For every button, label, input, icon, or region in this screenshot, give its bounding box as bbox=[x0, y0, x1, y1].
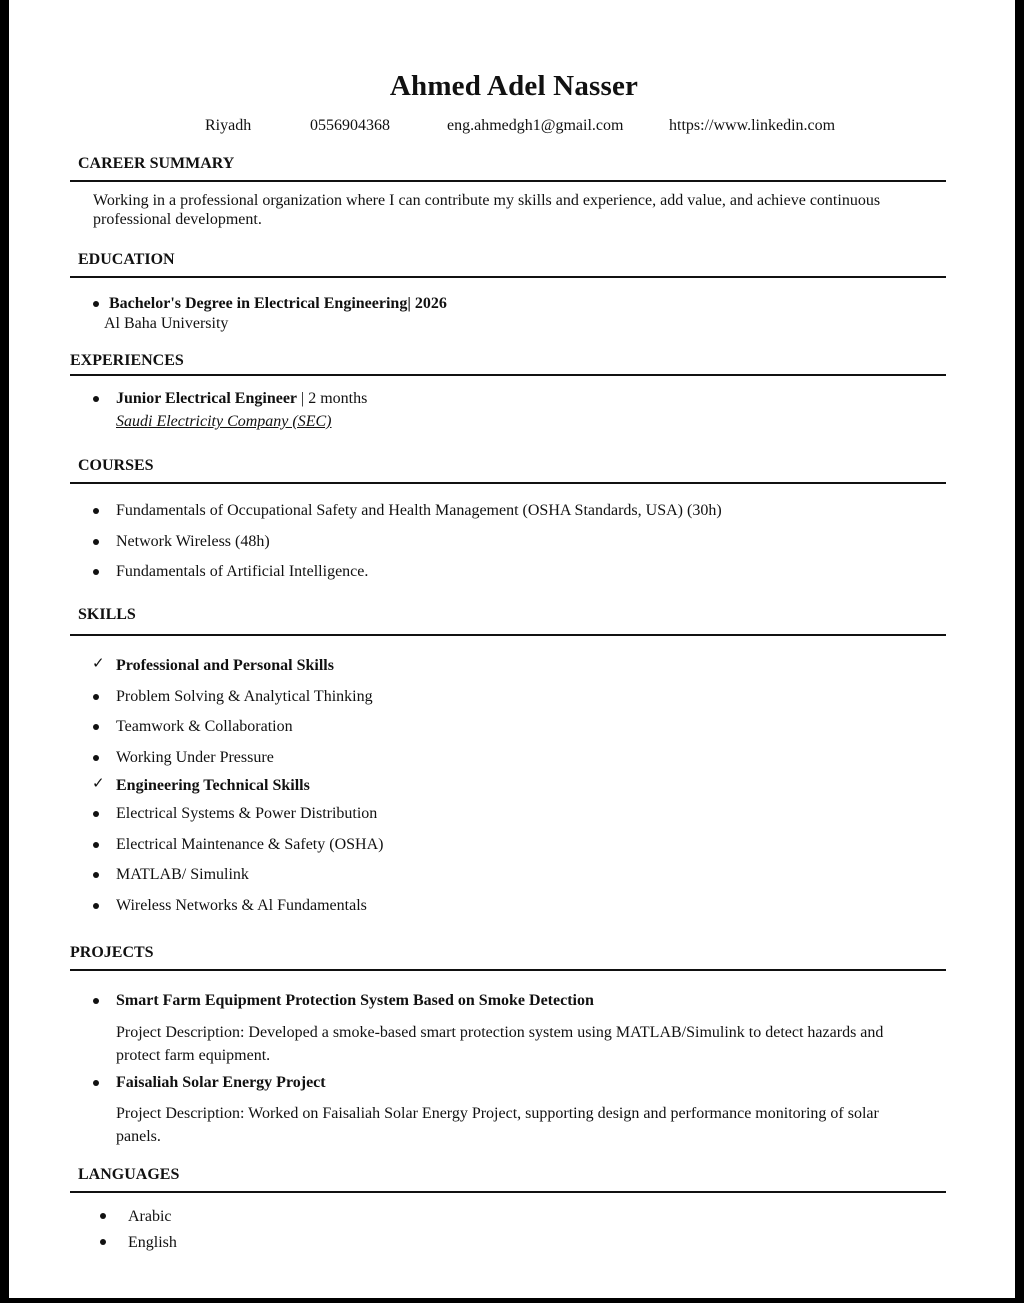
bullet-icon bbox=[93, 569, 99, 575]
bullet-icon bbox=[100, 1213, 106, 1219]
section-divider bbox=[70, 1191, 946, 1193]
career-summary-heading: CAREER SUMMARY bbox=[78, 155, 235, 172]
career-summary-text: Working in a professional organization where I can contribute my skills and experience, add value, and achieve continuous professional development. bbox=[93, 192, 881, 228]
course-item: Network Wireless (48h) bbox=[116, 533, 270, 550]
skill-item: Electrical Maintenance & Safety (OSHA) bbox=[116, 836, 384, 853]
bullet-icon bbox=[93, 811, 99, 817]
skills-group-title: Engineering Technical Skills bbox=[116, 777, 310, 794]
section-divider bbox=[70, 180, 946, 182]
bullet-icon bbox=[93, 396, 99, 402]
project-description: Project Description: Developed a smoke-based smart protection system using MATLAB/Simulink to detect hazards and protect farm equipment. bbox=[116, 1024, 884, 1064]
skill-item: MATLAB/ Simulink bbox=[116, 866, 249, 883]
checkmark-icon: ✓ bbox=[92, 654, 105, 672]
skill-item: Electrical Systems & Power Distribution bbox=[116, 805, 378, 822]
bullet-icon bbox=[93, 1080, 99, 1086]
project-title: Smart Farm Equipment Protection System Based on Smoke Detection bbox=[116, 992, 594, 1009]
skills-group-title: Professional and Personal Skills bbox=[116, 657, 334, 674]
bullet-icon bbox=[93, 842, 99, 848]
section-divider bbox=[70, 482, 946, 484]
experience-company-link[interactable]: Saudi Electricity Company (SEC) bbox=[116, 413, 332, 430]
contact-phone: 0556904368 bbox=[310, 117, 390, 134]
skill-item: Wireless Networks & Al Fundamentals bbox=[116, 897, 367, 914]
experience-entry bbox=[116, 389, 367, 408]
language-item: English bbox=[128, 1234, 177, 1251]
language-item: Arabic bbox=[128, 1208, 172, 1225]
experience-role: Junior Electrical Engineer bbox=[116, 390, 298, 407]
bullet-icon bbox=[93, 998, 99, 1004]
skill-item: Teamwork & Collaboration bbox=[116, 718, 293, 735]
bullet-icon bbox=[93, 755, 99, 761]
bullet-icon bbox=[93, 694, 99, 700]
bullet-icon bbox=[93, 872, 99, 878]
section-divider bbox=[70, 276, 946, 278]
experiences-heading: EXPERIENCES bbox=[70, 352, 184, 369]
bullet-icon bbox=[93, 724, 99, 730]
bullet-icon bbox=[93, 903, 99, 909]
contact-email: eng.ahmedgh1@gmail.com bbox=[447, 117, 624, 134]
candidate-name: Ahmed Adel Nasser bbox=[389, 70, 639, 102]
education-degree: Bachelor's Degree in Electrical Engineering| 2026 bbox=[109, 295, 447, 312]
contact-linkedin: https://www.linkedin.com bbox=[669, 117, 836, 134]
projects-heading: PROJECTS bbox=[70, 944, 154, 961]
languages-heading: LANGUAGES bbox=[78, 1166, 180, 1183]
section-divider bbox=[70, 634, 946, 636]
education-heading: EDUCATION bbox=[78, 251, 175, 268]
bullet-icon bbox=[93, 539, 99, 545]
course-item: Fundamentals of Artificial Intelligence. bbox=[116, 563, 369, 580]
project-title: Faisaliah Solar Energy Project bbox=[116, 1074, 326, 1091]
bullet-icon bbox=[93, 508, 99, 514]
bullet-icon bbox=[100, 1239, 106, 1245]
section-divider bbox=[70, 969, 946, 971]
course-item: Fundamentals of Occupational Safety and Health Management (OSHA Standards, USA) (30h) bbox=[116, 502, 722, 519]
checkmark-icon: ✓ bbox=[92, 774, 105, 792]
skill-item: Working Under Pressure bbox=[116, 749, 274, 766]
contact-city: Riyadh bbox=[205, 117, 252, 134]
bullet-icon bbox=[93, 301, 99, 307]
skills-heading: SKILLS bbox=[78, 606, 136, 623]
experience-duration: | 2 months bbox=[297, 390, 368, 407]
education-school: Al Baha University bbox=[104, 315, 229, 332]
project-description: Project Description: Worked on Faisaliah Solar Energy Project, supporting design and performance monitoring of solar panels. bbox=[116, 1105, 879, 1145]
section-divider bbox=[70, 374, 946, 376]
courses-heading: COURSES bbox=[78, 457, 154, 474]
skill-item: Problem Solving & Analytical Thinking bbox=[116, 688, 373, 705]
